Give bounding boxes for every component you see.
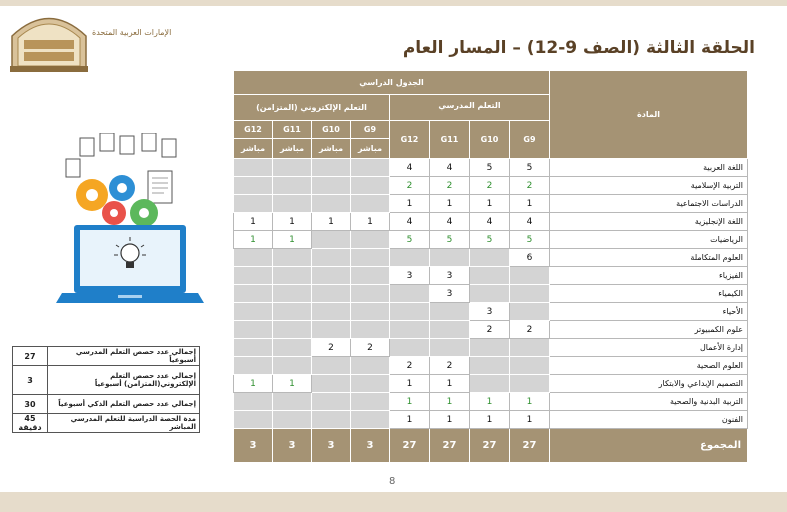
elearning-cell: [312, 267, 351, 285]
elearning-cell: 1: [273, 375, 312, 393]
school-cell: 4: [430, 159, 470, 177]
elearning-cell: [234, 159, 273, 177]
school-cell: [390, 321, 430, 339]
elearning-cell: [273, 267, 312, 285]
total-cell: 3: [234, 429, 273, 463]
page-title: الحلقة الثالثة (الصف 9-12) – المسار العام: [402, 38, 755, 58]
schedule-row: [234, 195, 748, 213]
totals-row: [234, 429, 748, 463]
schedule-row: [234, 231, 748, 249]
schedule-row: [234, 159, 748, 177]
school-cell: [390, 285, 430, 303]
school-cell: 2: [390, 357, 430, 375]
schedule-row: [234, 393, 748, 411]
elearning-cell: [273, 303, 312, 321]
elearning-cell: [273, 285, 312, 303]
subject-header: المادة: [550, 71, 748, 159]
elearning-grade-header: G9: [351, 121, 390, 139]
stat-row: [13, 347, 200, 366]
school-cell: 1: [390, 393, 430, 411]
elearning-cell: [312, 249, 351, 267]
school-cell: 1: [390, 195, 430, 213]
elearning-cell: [234, 303, 273, 321]
elearning-cell: [312, 195, 351, 213]
school-cell: [430, 249, 470, 267]
school-cell: [430, 321, 470, 339]
elearning-cell: [351, 357, 390, 375]
school-cell: 5: [470, 159, 510, 177]
school-cell: [510, 357, 550, 375]
elearning-cell: [273, 393, 312, 411]
elearning-cell: [351, 231, 390, 249]
elearning-cell: [312, 231, 351, 249]
school-cell: 2: [470, 321, 510, 339]
elearning-cell: [234, 249, 273, 267]
subject-name: التربية الإسلامية: [550, 177, 748, 195]
bottom-decor-bar: [0, 492, 787, 512]
subject-name: الأحياء: [550, 303, 748, 321]
elearning-cell: [351, 267, 390, 285]
school-cell: 2: [510, 177, 550, 195]
school-cell: 1: [510, 195, 550, 213]
school-cell: 5: [390, 231, 430, 249]
school-cell: [510, 339, 550, 357]
elearning-grade-header: G11: [273, 121, 312, 139]
elearning-cell: [312, 159, 351, 177]
school-cell: [390, 303, 430, 321]
school-cell: 1: [510, 393, 550, 411]
subject-name: اللغة العربية: [550, 159, 748, 177]
school-cell: [430, 303, 470, 321]
elearning-cell: [234, 195, 273, 213]
stat-label: إجمالي عدد حصص التعلم الإلكتروني(المتزامن) أسبوعياً: [48, 366, 200, 395]
subject-name: العلوم الصحية: [550, 357, 748, 375]
schedule-row: [234, 177, 748, 195]
total-cell: 3: [312, 429, 351, 463]
elearning-cell: 1: [234, 213, 273, 231]
elearning-cell: [351, 321, 390, 339]
elearning-cell: [312, 177, 351, 195]
school-cell: 3: [390, 267, 430, 285]
elearning-cell: [312, 375, 351, 393]
elearning-cell: [273, 159, 312, 177]
total-label: المجموع: [550, 429, 748, 463]
school-cell: [390, 249, 430, 267]
school-cell: 3: [430, 285, 470, 303]
live-label: مباشر: [351, 139, 390, 159]
schedule-row: [234, 267, 748, 285]
subject-name: الكيمياء: [550, 285, 748, 303]
schedule-row: [234, 357, 748, 375]
schedule-row: [234, 339, 748, 357]
school-cell: [510, 303, 550, 321]
elearning-cell: [312, 411, 351, 429]
elearning-grade-header: G12: [234, 121, 273, 139]
schedule-row: [234, 213, 748, 231]
total-cell: 27: [390, 429, 430, 463]
school-cell: [470, 249, 510, 267]
total-cell: 27: [470, 429, 510, 463]
school-cell: [470, 357, 510, 375]
school-cell: 1: [430, 195, 470, 213]
subject-name: إدارة الأعمال: [550, 339, 748, 357]
stat-row: [13, 414, 200, 433]
elearning-cell: [273, 321, 312, 339]
elearning-cell: [234, 393, 273, 411]
school-cell: 5: [510, 159, 550, 177]
school-cell: 1: [470, 195, 510, 213]
elearning-cell: 1: [273, 213, 312, 231]
schedule-row: [234, 375, 748, 393]
subject-name: اللغة الإنجليزية: [550, 213, 748, 231]
school-cell: [470, 267, 510, 285]
school-cell: 5: [470, 231, 510, 249]
elearning-cell: [234, 357, 273, 375]
school-cell: 4: [430, 213, 470, 231]
subject-name: الدراسات الاجتماعية: [550, 195, 748, 213]
school-cell: 3: [430, 267, 470, 285]
subject-name: التربية البدنية والصحية: [550, 393, 748, 411]
elearning-cell: [351, 249, 390, 267]
school-grade-header: G12: [390, 121, 430, 159]
school-cell: 1: [510, 411, 550, 429]
school-grade-header: G10: [470, 121, 510, 159]
total-cell: 3: [351, 429, 390, 463]
elearning-cell: [351, 285, 390, 303]
weekly-stats-table: [12, 346, 200, 433]
subject-name: الرياضيات: [550, 231, 748, 249]
schedule-row: [234, 249, 748, 267]
stat-label: إجمالي عدد حصص التعلم المدرسي أسبوعياً: [48, 347, 200, 366]
school-cell: 6: [510, 249, 550, 267]
elearning-cell: 1: [234, 231, 273, 249]
elearning-cell: [273, 177, 312, 195]
total-cell: 3: [273, 429, 312, 463]
elearning-cell: [273, 357, 312, 375]
school-logo: [4, 6, 94, 76]
school-cell: [470, 339, 510, 357]
total-cell: 27: [510, 429, 550, 463]
school-cell: 1: [390, 375, 430, 393]
total-cell: 27: [430, 429, 470, 463]
top-decor-bar: [0, 0, 787, 6]
elearning-cell: [273, 411, 312, 429]
subject-name: التصميم الإبداعي والابتكار: [550, 375, 748, 393]
school-cell: 4: [470, 213, 510, 231]
school-cell: 3: [470, 303, 510, 321]
schedule-row: [234, 411, 748, 429]
live-label: مباشر: [273, 139, 312, 159]
schedule-row: [234, 321, 748, 339]
elearning-cell: [351, 375, 390, 393]
elearning-cell: [312, 285, 351, 303]
school-grade-header: G9: [510, 121, 550, 159]
stat-label: مدة الحصة الدراسية للتعلم المدرسي المباشر: [48, 414, 200, 433]
school-cell: 1: [430, 375, 470, 393]
live-label: مباشر: [312, 139, 351, 159]
elearning-illustration: [52, 133, 212, 333]
school-cell: 2: [390, 177, 430, 195]
elearning-cell: 1: [351, 213, 390, 231]
elearning-cell: 1: [234, 375, 273, 393]
elearning-cell: [312, 357, 351, 375]
elearning-cell: [234, 411, 273, 429]
subject-name: الفنون: [550, 411, 748, 429]
school-group-header: التعلم المدرسي: [390, 95, 550, 121]
elearning-cell: [351, 177, 390, 195]
school-grade-header: G11: [430, 121, 470, 159]
subject-name: العلوم المتكاملة: [550, 249, 748, 267]
school-cell: [470, 285, 510, 303]
elearning-cell: [234, 321, 273, 339]
school-cell: 1: [390, 411, 430, 429]
schedule-table: [233, 70, 748, 463]
subject-name: الفيزياء: [550, 267, 748, 285]
elearning-cell: [273, 195, 312, 213]
stat-value: 30: [13, 395, 48, 414]
school-cell: 2: [430, 177, 470, 195]
school-cell: [430, 339, 470, 357]
elearning-cell: [351, 393, 390, 411]
elearning-cell: [234, 267, 273, 285]
elearning-cell: 2: [351, 339, 390, 357]
schedule-row: [234, 285, 748, 303]
stat-label: إجمالي عدد حصص التعلم الذكي أسبوعياً: [48, 395, 200, 414]
elearning-grade-header: G10: [312, 121, 351, 139]
elearning-cell: [273, 339, 312, 357]
elearning-group-header: التعلم الإلكتروني (المتزامن): [234, 95, 390, 121]
stat-value: 45 دقيقة: [13, 414, 48, 433]
elearning-cell: 2: [312, 339, 351, 357]
schedule-title: الجدول الدراسي: [234, 71, 550, 95]
elearning-cell: [351, 303, 390, 321]
stat-row: [13, 366, 200, 395]
elearning-cell: [351, 411, 390, 429]
elearning-cell: [312, 393, 351, 411]
school-cell: 1: [430, 411, 470, 429]
elearning-cell: [312, 303, 351, 321]
school-cell: 2: [510, 321, 550, 339]
school-cell: 4: [510, 213, 550, 231]
school-cell: [510, 285, 550, 303]
elearning-cell: [234, 177, 273, 195]
subject-name: علوم الكمبيوتر: [550, 321, 748, 339]
school-cell: [390, 339, 430, 357]
logo-org-text: الإمارات العربية المتحدة: [92, 28, 172, 37]
school-cell: [470, 375, 510, 393]
elearning-cell: [273, 249, 312, 267]
schedule-row: [234, 303, 748, 321]
stat-value: 3: [13, 366, 48, 395]
elearning-cell: [351, 159, 390, 177]
school-cell: 4: [390, 159, 430, 177]
school-cell: 1: [470, 393, 510, 411]
school-cell: 2: [470, 177, 510, 195]
school-cell: [510, 375, 550, 393]
page-number: 8: [389, 476, 396, 487]
school-cell: 5: [510, 231, 550, 249]
elearning-cell: [351, 195, 390, 213]
stat-row: [13, 395, 200, 414]
school-cell: 2: [430, 357, 470, 375]
school-cell: 1: [470, 411, 510, 429]
school-cell: 1: [430, 393, 470, 411]
stat-value: 27: [13, 347, 48, 366]
elearning-cell: [234, 285, 273, 303]
school-cell: 5: [430, 231, 470, 249]
elearning-cell: 1: [312, 213, 351, 231]
elearning-cell: [312, 321, 351, 339]
school-cell: [510, 267, 550, 285]
school-cell: 4: [390, 213, 430, 231]
elearning-cell: 1: [273, 231, 312, 249]
live-label: مباشر: [234, 139, 273, 159]
elearning-cell: [234, 339, 273, 357]
